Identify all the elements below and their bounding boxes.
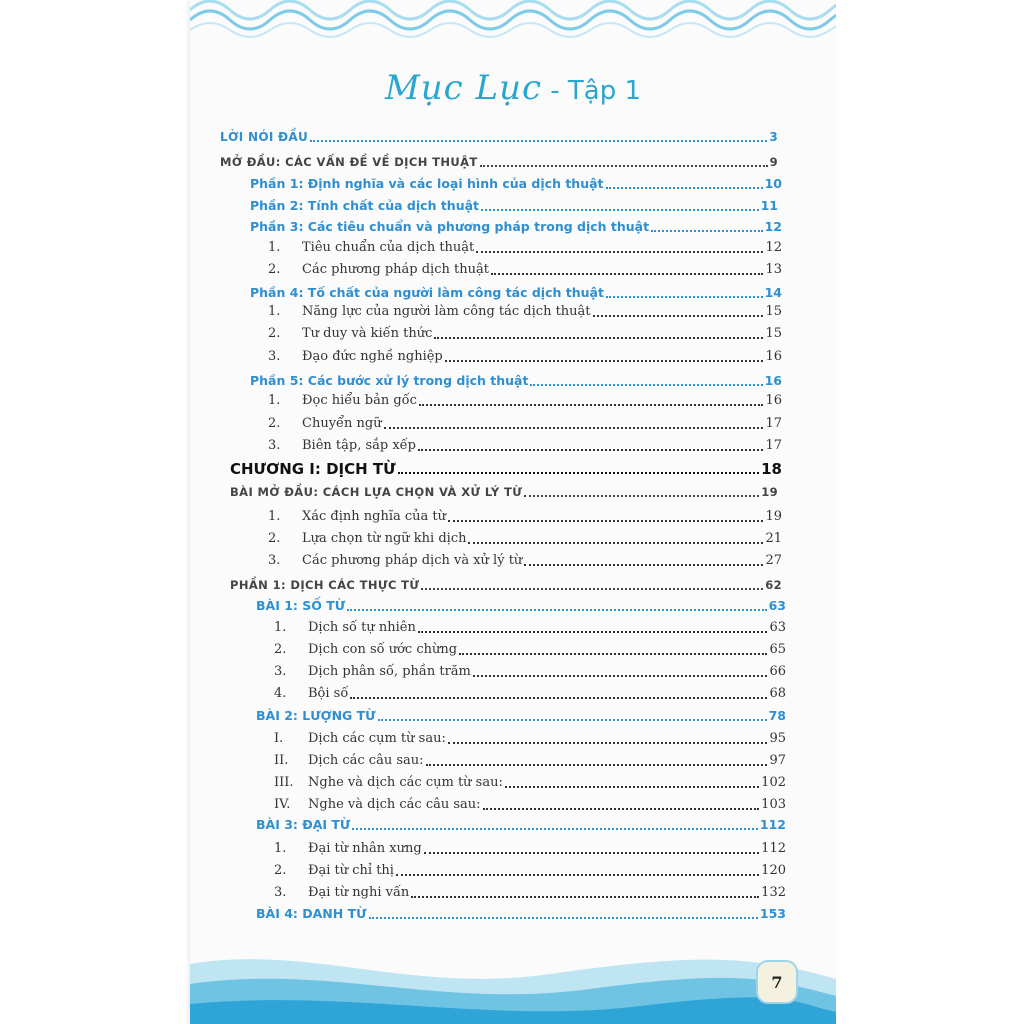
toc-entry: [256, 904, 786, 924]
dot-leader: [593, 315, 764, 317]
toc-entry-page: 153: [759, 906, 786, 921]
dot-leader: [468, 542, 763, 544]
toc-entry-number: 3.: [274, 885, 287, 900]
bottom-wave-decoration: [190, 934, 836, 1024]
toc-entry-title: III. Nghe và dịch các cụm từ sau:: [274, 773, 503, 793]
toc-entry-title: 3. Đạo đức nghề nghiệp: [268, 347, 443, 367]
toc-entry: [250, 283, 782, 303]
toc-entry: [250, 174, 782, 194]
toc-entry-title: 3. Biên tập, sắp xếp: [268, 436, 416, 456]
toc-entry-page: 63: [768, 598, 786, 613]
toc-entry-number: II.: [274, 753, 289, 768]
dot-leader: [411, 896, 759, 898]
toc-entry-title: Phần 3: Các tiêu chuẩn và phương pháp trong dịch thuật: [250, 219, 650, 234]
dot-leader: [606, 296, 763, 298]
toc-entry-title: 3. Các phương pháp dịch và xử lý từ: [268, 551, 522, 571]
toc-entry: [250, 196, 778, 216]
toc-entry-title: 2. Các phương pháp dịch thuật: [268, 260, 489, 280]
dot-leader: [350, 697, 767, 699]
toc-entry-page: 65: [769, 642, 786, 657]
toc-entry-title: CHƯƠNG I: DỊCH TỪ: [230, 460, 396, 478]
title-volume: - Tập 1: [542, 76, 642, 106]
toc-entry: [268, 302, 782, 322]
toc-entry-title: 2. Đại từ chỉ thị: [274, 861, 394, 881]
toc-entry-page: 103: [761, 797, 786, 812]
toc-entry-number: 3.: [268, 438, 281, 453]
book-page: [190, 0, 836, 1024]
toc-entry-number: 3.: [268, 349, 281, 364]
toc-entry-title: Phần 4: Tố chất của người làm công tác dịch thuật: [250, 285, 604, 300]
toc-entry: [274, 640, 786, 660]
toc-entry: [274, 773, 786, 793]
toc-entry: [274, 662, 786, 682]
toc-entry-title: 2. Tư duy và kiến thức: [268, 324, 432, 344]
toc-entry-page: 132: [761, 885, 786, 900]
toc-entry-page: 15: [765, 304, 782, 319]
toc-entry: [274, 618, 786, 638]
toc-entry-title: BÀI 4: DANH TỪ: [256, 906, 367, 921]
dot-leader: [347, 609, 766, 611]
toc-entry-number: 1.: [274, 841, 287, 856]
toc-entry-title: BÀI 1: SỐ TỪ: [256, 598, 346, 613]
toc-entry-page: 112: [759, 817, 786, 832]
toc-entry: [256, 815, 786, 835]
toc-entry-title: Phần 1: Định nghĩa và các loại hình của dịch thuật: [250, 176, 604, 191]
dot-leader: [481, 209, 759, 211]
toc-entry: [256, 596, 786, 616]
toc-entry-page: 13: [765, 262, 782, 277]
toc-entry-page: 95: [769, 731, 786, 746]
toc-entry: [230, 459, 782, 479]
toc-entry: [220, 152, 778, 172]
dot-leader: [491, 273, 764, 275]
dot-leader: [530, 384, 762, 386]
toc-entry-number: 1.: [268, 393, 281, 408]
dot-leader: [421, 588, 763, 590]
toc-entry-page: 12: [765, 240, 782, 255]
title-script: Mục Lục: [384, 68, 543, 108]
toc-entry-page: 63: [769, 620, 786, 635]
dot-leader: [396, 874, 759, 876]
dot-leader: [426, 764, 768, 766]
toc-entry-page: 66: [769, 664, 786, 679]
dot-leader: [419, 404, 764, 406]
toc-entry-page: 19: [761, 485, 778, 499]
toc-entry-number: 3.: [274, 664, 287, 679]
toc-entry-title: BÀI 2: LƯỢNG TỪ: [256, 708, 376, 723]
dot-leader: [524, 495, 759, 497]
dot-leader: [352, 828, 758, 830]
dot-leader: [418, 631, 768, 633]
toc-entry-page: 120: [761, 863, 786, 878]
toc-entry-title: 2. Dịch con số ước chừng: [274, 640, 457, 660]
page-number: 7: [756, 960, 798, 1004]
toc-entry-title: MỞ ĐẦU: CÁC VẤN ĐỀ VỀ DỊCH THUẬT: [220, 155, 478, 169]
toc-entry-title: 3. Đại từ nghi vấn: [274, 883, 409, 903]
toc-entry: [230, 575, 782, 595]
toc-entry: [274, 839, 786, 859]
toc-entry-page: 15: [765, 326, 782, 341]
toc-entry-number: I.: [274, 731, 284, 746]
toc-entry-title: 1. Đọc hiểu bản gốc: [268, 391, 417, 411]
dot-leader: [369, 917, 758, 919]
dot-leader: [418, 449, 763, 451]
dot-leader: [651, 230, 762, 232]
toc-entry-page: 21: [765, 531, 782, 546]
dot-leader: [310, 140, 767, 142]
toc-entry-page: 9: [769, 155, 778, 169]
toc-entry-title: 2. Chuyển ngữ: [268, 414, 382, 434]
toc-entry: [274, 883, 786, 903]
dot-leader: [398, 472, 759, 474]
toc-entry-title: 1. Đại từ nhân xưng: [274, 839, 422, 859]
dot-leader: [448, 520, 763, 522]
toc-entry-title: PHẦN 1: DỊCH CÁC THỰC TỪ: [230, 578, 420, 592]
toc-entry-title: 3. Dịch phân số, phần trăm: [274, 662, 471, 682]
dot-leader: [424, 852, 760, 854]
toc-entry-title: 1. Dịch số tự nhiên: [274, 618, 416, 638]
toc-entry: [274, 795, 786, 815]
toc-entry: [268, 324, 782, 344]
dot-leader: [448, 742, 768, 744]
toc-entry-page: 97: [769, 753, 786, 768]
toc-entry: [268, 436, 782, 456]
toc-entry-title: 2. Lựa chọn từ ngữ khi dịch: [268, 529, 466, 549]
toc-entry-page: 78: [768, 708, 786, 723]
toc-entry-title: I. Dịch các cụm từ sau:: [274, 729, 446, 749]
toc-entry: [230, 482, 778, 502]
toc-entry-page: 19: [765, 509, 782, 524]
toc-entry-number: IV.: [274, 797, 291, 812]
toc-entry-page: 27: [765, 553, 782, 568]
toc-entry-title: 1. Năng lực của người làm công tác dịch thuật: [268, 302, 591, 322]
toc-entry-page: 10: [764, 176, 782, 191]
dot-leader: [606, 187, 763, 189]
dot-leader: [434, 337, 763, 339]
toc-entry-page: 14: [764, 285, 782, 300]
toc-entry-title: II. Dịch các câu sau:: [274, 751, 424, 771]
toc-entry: [220, 127, 778, 147]
toc-entry-title: LỜI NÓI ĐẦU: [220, 130, 309, 144]
toc-entry: [274, 684, 786, 704]
toc-entry-number: 3.: [268, 553, 281, 568]
dot-leader: [476, 251, 763, 253]
toc-entry-title: Phần 5: Các bước xử lý trong dịch thuật: [250, 373, 529, 388]
toc-entry: [268, 260, 782, 280]
dot-leader: [524, 564, 763, 566]
toc-entry: [274, 729, 786, 749]
toc-entry-number: 1.: [268, 304, 281, 319]
dot-leader: [480, 165, 768, 167]
toc-entry-title: 4. Bội số: [274, 684, 348, 704]
toc-entry-page: 17: [765, 438, 782, 453]
toc-entry-page: 18: [761, 460, 782, 478]
dot-leader: [445, 360, 764, 362]
toc-entry-page: 3: [769, 130, 778, 144]
toc-entry-title: 1. Xác định nghĩa của từ: [268, 507, 446, 527]
dot-leader: [505, 786, 759, 788]
toc-entry: [274, 861, 786, 881]
toc-entry: [268, 551, 782, 571]
toc-entry-title: 1. Tiêu chuẩn của dịch thuật: [268, 238, 474, 258]
toc-entry-number: 2.: [274, 642, 287, 657]
toc-entry-page: 16: [764, 373, 782, 388]
toc-entry-number: 1.: [274, 620, 287, 635]
toc-entry: [250, 371, 782, 391]
toc-entry-number: 2.: [268, 531, 281, 546]
toc-entry-page: 16: [765, 393, 782, 408]
toc-entry: [268, 391, 782, 411]
toc-entry: [274, 751, 786, 771]
toc-entry-title: BÀI 3: ĐẠI TỪ: [256, 817, 351, 832]
dot-leader: [473, 675, 768, 677]
toc-entry-page: 12: [764, 219, 782, 234]
toc-entry-page: 62: [765, 578, 782, 592]
toc-entry-page: 68: [769, 686, 786, 701]
toc-entry: [256, 706, 786, 726]
dot-leader: [384, 427, 764, 429]
table-of-contents: [190, 0, 836, 1024]
toc-entry: [268, 414, 782, 434]
toc-entry: [268, 507, 782, 527]
toc-entry-page: 102: [761, 775, 786, 790]
toc-entry-number: 2.: [268, 262, 281, 277]
toc-entry-number: 1.: [268, 509, 281, 524]
toc-entry-page: 16: [765, 349, 782, 364]
dot-leader: [459, 653, 767, 655]
toc-entry-number: 1.: [268, 240, 281, 255]
toc-entry-page: 112: [761, 841, 786, 856]
dot-leader: [483, 808, 760, 810]
toc-entry-page: 17: [765, 416, 782, 431]
toc-entry-page: 11: [760, 198, 778, 213]
toc-entry-title: IV. Nghe và dịch các câu sau:: [274, 795, 481, 815]
toc-entry-number: 2.: [274, 863, 287, 878]
toc-entry-number: 4.: [274, 686, 287, 701]
toc-entry-number: 2.: [268, 416, 281, 431]
toc-entry-number: III.: [274, 775, 294, 790]
toc-entry: [268, 238, 782, 258]
toc-entry: [268, 347, 782, 367]
toc-entry-title: Phần 2: Tính chất của dịch thuật: [250, 198, 479, 213]
toc-entry-number: 2.: [268, 326, 281, 341]
toc-entry: [250, 217, 782, 237]
dot-leader: [378, 719, 767, 721]
toc-entry-title: BÀI MỞ ĐẦU: CÁCH LỰA CHỌN VÀ XỬ LÝ TỪ: [230, 485, 523, 499]
toc-entry: [268, 529, 782, 549]
